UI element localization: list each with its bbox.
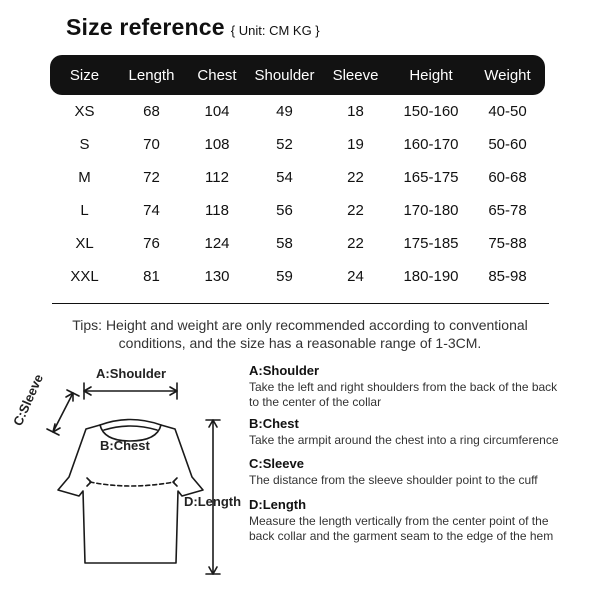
table-cell: XXL <box>70 268 99 285</box>
table-cell: 104 <box>204 103 230 120</box>
measurement-title-chest: B:Chest <box>249 416 299 431</box>
table-cell: 49 <box>276 103 293 120</box>
table-body <box>50 95 545 293</box>
measurement-sleeve <box>249 456 569 488</box>
table-cell: 18 <box>347 103 364 120</box>
table-cell: 112 <box>205 169 229 186</box>
measurement-chest <box>249 416 569 448</box>
table-cell: 68 <box>143 103 160 120</box>
title-row <box>66 14 320 41</box>
unit-label: { Unit: CM KG } <box>230 23 320 38</box>
table-cell: 76 <box>143 235 160 252</box>
table-cell: 52 <box>276 136 293 153</box>
table-cell: M <box>78 169 91 186</box>
measurement-text-sleeve: The distance from the sleeve shoulder point to the cuff <box>249 473 538 487</box>
table-cell: S <box>79 136 90 153</box>
table-cell: 175-185 <box>403 235 459 252</box>
size-table <box>50 55 545 293</box>
measurement-text-length: Measure the length vertically from the center point of the back collar and the garment seam to the edge of the hem <box>249 514 554 543</box>
table-cell: 180-190 <box>403 268 459 285</box>
table-cell: 22 <box>347 202 364 219</box>
table-cell: 130 <box>204 268 230 285</box>
table-row <box>50 161 545 194</box>
table-row <box>50 194 545 227</box>
table-cell: 108 <box>204 136 230 153</box>
table-cell: 85-98 <box>488 268 527 285</box>
table-cell: 56 <box>276 202 293 219</box>
diagram-label-length: D:Length <box>184 494 242 509</box>
tshirt-icon <box>12 350 252 590</box>
table-divider <box>52 303 549 304</box>
tips-line-1: Tips: Height and weight are only recommended according to conventional <box>72 317 528 333</box>
table-cell: 150-160 <box>403 103 459 120</box>
page-title: Size reference <box>66 14 225 40</box>
table-cell: 22 <box>347 235 364 252</box>
table-cell: XL <box>75 235 94 252</box>
diagram-label-shoulder: A:Shoulder <box>96 366 167 381</box>
table-cell: 165-175 <box>403 169 459 186</box>
measurement-length <box>249 497 569 544</box>
measurement-text-chest: Take the armpit around the chest into a ring circumference <box>249 433 559 447</box>
table-cell: 118 <box>205 202 229 219</box>
measurement-title-shoulder: A:Shoulder <box>249 363 320 378</box>
table-cell: 72 <box>143 169 160 186</box>
table-cell: 124 <box>204 235 230 252</box>
table-cell: 59 <box>276 268 293 285</box>
column-header-weight: Weight <box>484 66 531 84</box>
column-header-length: Length <box>128 66 175 84</box>
table-cell: 70 <box>143 136 160 153</box>
measurement-title-sleeve: C:Sleeve <box>249 456 304 471</box>
table-cell: 75-88 <box>488 235 527 252</box>
table-cell: 81 <box>143 268 160 285</box>
table-cell: 170-180 <box>403 202 459 219</box>
table-header <box>50 55 545 95</box>
measurement-title-length: D:Length <box>249 497 307 512</box>
column-header-shoulder: Shoulder <box>254 66 315 84</box>
table-cell: 65-78 <box>488 202 527 219</box>
tips-text <box>50 316 550 352</box>
diagram-label-sleeve: C:Sleeve <box>10 371 47 429</box>
table-cell: 19 <box>347 136 364 153</box>
table-cell: 22 <box>347 169 364 186</box>
table-cell: 40-50 <box>488 103 527 120</box>
column-header-size: Size <box>69 66 100 84</box>
tips-line-2: conditions, and the size has a reasonable range of 1-3CM. <box>118 335 482 351</box>
table-cell: 24 <box>347 268 364 285</box>
table-cell: L <box>80 202 89 219</box>
column-header-chest: Chest <box>197 66 237 84</box>
measurement-text-shoulder: Take the left and right shoulders from the back of the back to the center of the collar <box>249 380 558 409</box>
table-row <box>50 260 545 293</box>
table-cell: 160-170 <box>403 136 459 153</box>
table-cell: 60-68 <box>488 169 527 186</box>
table-row <box>50 95 545 128</box>
table-header-row <box>50 55 545 95</box>
column-header-height: Height <box>409 66 453 84</box>
table-cell: 74 <box>143 202 160 219</box>
column-header-sleeve: Sleeve <box>332 66 379 84</box>
table-row <box>50 128 545 161</box>
table-cell: 50-60 <box>488 136 527 153</box>
table-row <box>50 227 545 260</box>
table-cell: 58 <box>276 235 293 252</box>
table-cell: 54 <box>276 169 293 186</box>
table-cell: XS <box>74 103 95 120</box>
diagram-label-chest: B:Chest <box>100 438 150 453</box>
measurement-shoulder <box>249 363 569 410</box>
